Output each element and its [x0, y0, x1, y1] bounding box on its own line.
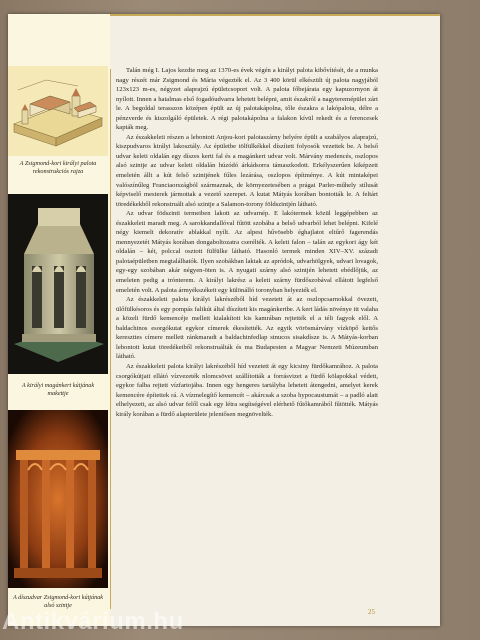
- figure-caption: A királyi magánkert kútjának makettje: [21, 382, 95, 397]
- figure-caption: A Zsigmond-kori királyi palota rekonstrukciós rajza: [19, 160, 97, 175]
- fountain-model-photo: [8, 194, 108, 374]
- paragraph: Az északkeleti palota királyi lakrészéből híd vezetett át egy kicsiny fürdőkamrához. A palota csorgókútjait ellátó vízvezeték nlomcsövei szállították a forrásvizet a fürdő kölapokkal védett, egykor falba rejtett vízfartojába. Innen egy hengeres tartályba lehetett átengedni, amelyet kerek kemencére építettek rá. A vízmelegítő kemencét – akárcsak a szoba hypocaustumát – a padló alatt elhelyezett, az alsó udvar felől csak egy létra segítségével elérhető fűtőkamrából fűtötték. Mátyás király korában a fürdő alapterülete jelentősen megnövelték.: [116, 362, 378, 418]
- top-gold-rule: [110, 14, 440, 16]
- fountain-lower-level-photo: [8, 410, 108, 588]
- body-text: [116, 66, 378, 586]
- book-page: [8, 14, 440, 626]
- watermark-text: Antikvárium.hu: [2, 608, 184, 635]
- column-divider: [110, 69, 111, 609]
- paragraph: Talán még I. Lajos kezdte meg az 1370-es évek végén a királyi palota kibővítését, de a munka nagy részét már Zsigmond és Mária végezték el. Az 3 400 körül elkészült új palota nagyjából 123x123 m-es, négyzet alaprajzú épületcsoport volt. A palota főbejárata egy kapuzornyon át nyílott. Innen a hatalmas első fogadóudvarra lehetett belépni, amit északról a nagyteremépület zárt le. A begoldal terasszon középen épült az új palotakápolna, tőle északra a lakópalota, délre a pénzverde és kiszolgáló épületek. A régi palotakápolna a falakon kívül rekedt és a ferencesek kapták meg.: [116, 67, 378, 132]
- paragraph: Az északkeleti palota királyi lakrészéből híd vezetett át az oszlopcsarnokkal övezett, ülőfülkésoros és egy pompás falikút által díszített kis magánkertbe. A kert ládás növénye itt valaha a közeli fürdő kemencéje mellett kialakított kis kamrában rejtették el a téli fagyok elől. A baldachinos esorgókutat egykor címerek ékesítették. Az egyik vörösmárvány vízköpő kettős kereszttes címere mellett ránkmaradt a baldachinfedlap stnucos sisakdísze is. A Mátyás-korban lebontott kutat töredékeiből rekonstruálták és ma Budapesten a Magyar Nemzeti Múzeumban látható.: [116, 296, 378, 361]
- palace-reconstruction-drawing: [8, 66, 108, 156]
- paragraph: Az udvar födszinti termeiben lakott az udvarnép. E lakótermek közül leggépebben az északkeleti maradt meg. A sarokkandallóval fűtött szobába a belső udvarból lehet belépni. Kifelé négy kiemelt dekoratív ablakkal nyílt. Az alpesi hűvösebb éghajlatot eltűrő fagerendás mennyezetét Mátyás korában dongaboltozatra cserélték. A keleti falon – talán az egykori ágy két oldalán – két, polccal osztott fülfülke látható. Hasonló termek minden XIV–XV. századi palotaépületben megtalálhatók. Ilyen szobákban laktak az apródok, udvarhölgyek, udvari lovagok, egy-egy szobában akár négyen-öten is. A nyugati szárny alsó szintjén lehetett ebédlőjük, az emeleten pedig a trónterem. A királyi lakrész a keleti szárny fürdőszobával ellátott legfelső emeletén volt. A palota ármyékszékeit egy különálló toronyban helyezték el.: [116, 210, 378, 294]
- figure-caption: A díszudvar Zsigmond-kori kútjának alsó szintje: [12, 594, 104, 609]
- page-number: 25: [368, 608, 375, 616]
- paragraph: Az északkeleti részen a lebontott Anjou-kori palotaszárny helyére épült a szabályos alaprajzú, kiszpudvaros királyi lakosztály. Az épületbe tölfülkékkel díszített folyosók vezettek be. A belső udvar keleti oldalán egy díszes kerti fal és a magánkert udvar volt. Márvány medencés, oszlopos alsó szintje az udvar keleti oldalán húzódó árkádsorra támaszkodott. Erkélyszerűen kiképzett emeletén állt a kút felső szintjének fűles lezárása, oszlopos építménye. A kút mintaképei valószínűleg Franciaországból származnak, de környezetesében a prágai Parler-műhely stílusát képviselő mesterek jármottak a vezető szerepet. A kutat Mátyás korában bontották le. A feltárt töredékekből rekonstruált alsó szintje a Salamon-torony földszintjén látható.: [116, 133, 378, 208]
